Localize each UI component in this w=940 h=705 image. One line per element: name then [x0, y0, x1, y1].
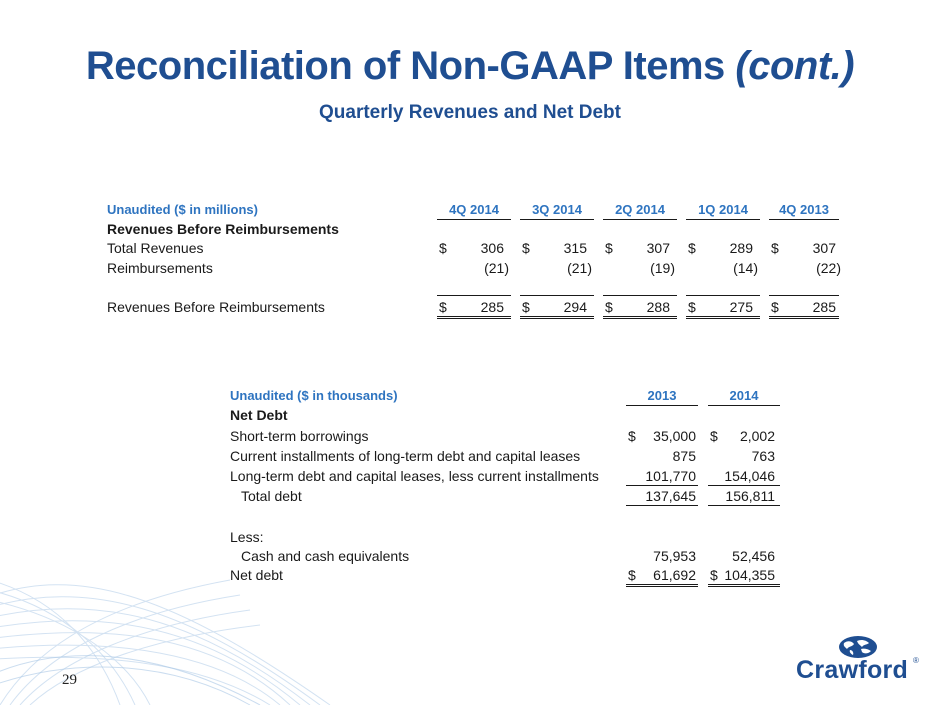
revenue-cell: 289 — [729, 240, 753, 256]
currency-symbol: $ — [771, 299, 779, 315]
revenue-row-label: Total Revenues — [107, 240, 204, 256]
revenue-cell: 288 — [646, 299, 670, 315]
revenue-col-header: 4Q 2013 — [769, 201, 839, 220]
currency-symbol: $ — [771, 240, 779, 256]
revenue-cell: (14) — [733, 260, 758, 276]
currency-symbol: $ — [605, 240, 613, 256]
revenue-col-header: 4Q 2014 — [437, 201, 511, 220]
debt-cell: 154,046 — [724, 468, 775, 484]
revenue-cell: 306 — [480, 240, 504, 256]
subtotal-rule — [626, 485, 698, 486]
debt-cell: 2,002 — [739, 428, 775, 444]
currency-symbol: $ — [710, 428, 718, 444]
debt-row-label: Less: — [230, 529, 264, 545]
debt-cell: 104,355 — [724, 567, 775, 583]
debt-row-label: Total debt — [241, 488, 302, 504]
revenue-cell: (22) — [816, 260, 841, 276]
debt-cell-underlined — [708, 487, 780, 506]
debt-cell: 61,692 — [653, 567, 696, 583]
debt-col-header: 2013 — [626, 387, 698, 406]
debt-cell-underlined — [626, 487, 698, 506]
currency-symbol: $ — [439, 240, 447, 256]
revenue-unit-label: Unaudited ($ in millions) — [107, 202, 258, 217]
title-main: Reconciliation of Non-GAAP Items — [85, 44, 736, 88]
revenue-cell: 307 — [812, 240, 836, 256]
revenue-cell: (21) — [567, 260, 592, 276]
page-subtitle: Quarterly Revenues and Net Debt — [319, 102, 621, 123]
revenue-row-label: Revenues Before Reimbursements — [107, 299, 325, 315]
debt-cell: 52,456 — [732, 548, 775, 564]
revenue-section-label: Revenues Before Reimbursements — [107, 221, 339, 237]
revenue-cell: 307 — [646, 240, 670, 256]
currency-symbol: $ — [605, 299, 613, 315]
debt-cell: 875 — [672, 448, 696, 464]
currency-symbol: $ — [710, 567, 718, 583]
debt-cell: 156,811 — [725, 488, 775, 504]
debt-unit-label: Unaudited ($ in thousands) — [230, 388, 398, 403]
revenue-row-label: Reimbursements — [107, 260, 213, 276]
debt-section-label: Net Debt — [230, 407, 288, 423]
debt-cell: 137,645 — [645, 488, 696, 504]
brand-logo-text: Crawford — [796, 656, 909, 684]
debt-row-label: Long-term debt and capital leases, less current installments — [230, 468, 599, 484]
page-number: 29 — [62, 672, 77, 688]
title-italic: (cont.) — [735, 44, 855, 88]
page-title — [0, 44, 940, 89]
revenue-cell: 285 — [480, 299, 504, 315]
revenue-col-header: 3Q 2014 — [520, 201, 594, 220]
revenue-cell: 294 — [563, 299, 587, 315]
revenue-cell: (21) — [484, 260, 509, 276]
debt-col-header: 2014 — [708, 387, 780, 406]
debt-row-label: Current installments of long-term debt and capital leases — [230, 448, 581, 464]
currency-symbol: $ — [522, 240, 530, 256]
currency-symbol: $ — [688, 299, 696, 315]
currency-symbol: $ — [522, 299, 530, 315]
revenue-cell: 285 — [812, 299, 836, 315]
currency-symbol: $ — [628, 567, 636, 583]
debt-cell: 75,953 — [653, 548, 696, 564]
debt-row-label: Short-term borrowings — [230, 428, 369, 444]
revenue-cell: 315 — [563, 240, 587, 256]
debt-cell: 35,000 — [653, 428, 696, 444]
debt-row-label: Cash and cash equivalents — [241, 548, 410, 564]
debt-cell: 101,770 — [645, 468, 696, 484]
revenue-cell: 275 — [729, 299, 753, 315]
subtotal-rule — [708, 485, 780, 486]
currency-symbol: $ — [628, 428, 636, 444]
debt-row-label: Net debt — [230, 567, 283, 583]
currency-symbol: $ — [439, 299, 447, 315]
revenue-cell: (19) — [650, 260, 675, 276]
revenue-col-header: 2Q 2014 — [603, 201, 677, 220]
currency-symbol: $ — [688, 240, 696, 256]
revenue-col-header: 1Q 2014 — [686, 201, 760, 220]
registered-mark: ® — [913, 656, 919, 665]
debt-cell: 763 — [751, 448, 775, 464]
